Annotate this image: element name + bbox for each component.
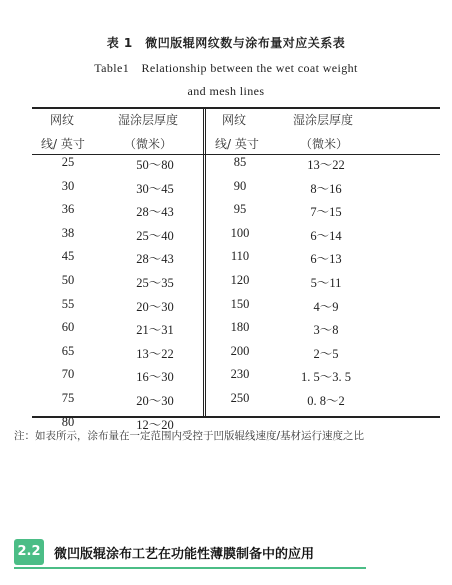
section-heading [14,538,444,568]
header-mesh-left-line1: 网纹 [50,113,75,127]
right-row-8-mesh: 180 [230,320,250,335]
right-row-4-thickness: 6～14 [310,228,342,243]
header-thickness-left-line1: 湿涂层厚度 [118,113,179,127]
right-row-4-mesh: 100 [230,225,250,240]
left-row-8-thickness: 21～31 [136,323,174,338]
left-row-3-mesh: 36 [61,202,75,217]
header-thickness-right-line1: 湿涂层厚度 [293,113,354,127]
left-row-5-thickness: 28～43 [136,252,174,267]
section-number-badge: 2.2 [14,539,44,565]
right-row-1-mesh: 85 [233,155,247,169]
right-row-1-thickness: 13～22 [307,158,345,172]
right-row-3-thickness: 7～15 [310,205,342,220]
table-top-rule [32,107,440,109]
section-title: 微凹版辊涂布工艺在功能性薄膜制备中的应用 [54,547,315,562]
left-row-6-thickness: 25～35 [136,276,174,290]
left-row-12-thickness: 12～20 [136,417,174,432]
left-row-9-thickness: 13～22 [136,346,174,361]
right-row-7-mesh: 150 [230,296,250,311]
left-row-1-thickness: 50～80 [136,158,174,172]
right-row-2-mesh: 90 [233,178,247,193]
left-row-7-thickness: 20～30 [136,299,174,314]
right-row-9-mesh: 200 [230,343,250,358]
right-row-11-thickness: 0. 8～2 [307,394,345,408]
left-row-6-mesh: 50 [61,273,75,287]
right-row-10-mesh: 230 [230,367,250,382]
right-row-3-mesh: 95 [233,202,247,217]
right-row-11-mesh: 250 [230,391,250,405]
left-row-12-mesh: 80 [61,414,75,429]
header-mesh-right-line1: 网纹 [222,113,247,127]
table-caption-cn: 表 1 微凹版辊网纹数与涂布量对应关系表 [106,36,346,50]
header-thickness-left-line2: （微米） [124,137,173,151]
table-note: 注：如表所示，涂布量在一定范围内受控于凹版辊线速度/基材运行速度之比 [14,430,365,442]
right-row-10-thickness: 1. 5～3. 5 [300,370,351,385]
header-thickness-right-line2: （微米） [300,137,349,151]
right-row-8-thickness: 3～8 [313,323,339,338]
right-row-6-thickness: 5～11 [310,276,342,290]
left-row-4-mesh: 38 [61,225,75,240]
left-row-2-thickness: 30～45 [136,181,174,196]
left-row-3-thickness: 28～43 [136,205,174,220]
table-caption-en-line1: Table1 Relationship between the wet coat weight [94,61,358,75]
left-row-11-thickness: 20～30 [136,394,174,408]
left-row-5-mesh: 45 [61,249,75,264]
header-mesh-right-line2: 线/ 英寸 [215,137,259,151]
right-row-5-mesh: 110 [230,249,250,264]
header-mesh-left-line2: 线/ 英寸 [41,137,85,151]
left-row-10-mesh: 70 [61,367,75,382]
section-underline [14,567,366,569]
left-row-11-mesh: 75 [61,391,75,405]
right-row-5-thickness: 6～13 [310,252,342,267]
left-row-2-mesh: 30 [61,178,75,193]
left-row-8-mesh: 60 [61,320,75,335]
left-row-1-mesh: 25 [61,155,75,169]
left-row-10-thickness: 16～30 [136,370,174,385]
right-row-6-mesh: 120 [230,273,250,287]
left-row-7-mesh: 55 [61,296,75,311]
table-caption-en-line2: and mesh lines [187,84,265,98]
left-row-4-thickness: 25～40 [136,228,174,243]
right-row-2-thickness: 8～16 [310,181,342,196]
left-row-9-mesh: 65 [61,343,75,358]
right-row-9-thickness: 2～5 [313,346,339,361]
right-row-7-thickness: 4～9 [313,299,339,314]
